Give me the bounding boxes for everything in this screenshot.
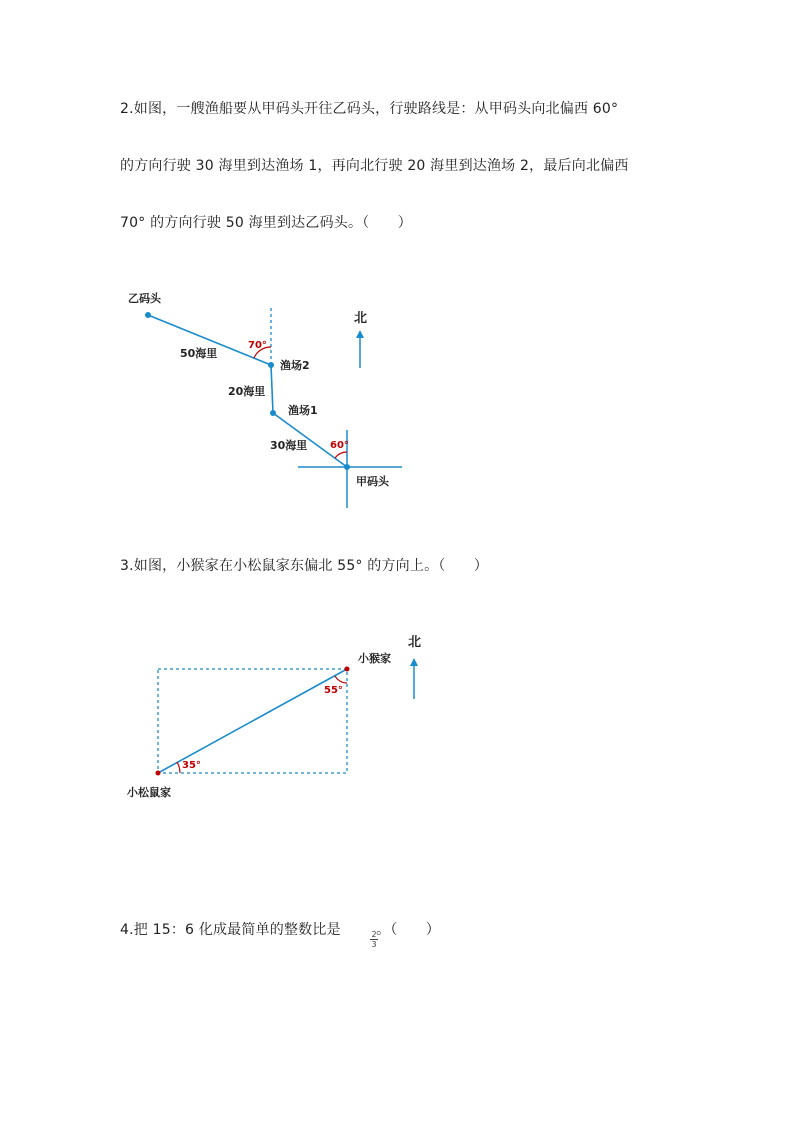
q3-label-squirrel: 小松鼠家	[127, 786, 171, 799]
q4-text-before-fraction: 4.把 15：6 化成最简单的整数比是	[120, 922, 341, 938]
q4-text-after-fraction: 。（ ）	[376, 922, 441, 938]
q2-label-fish1: 渔场1	[288, 404, 318, 417]
q2-line-2: 的方向行驶 30 海里到达渔场 1，再向北行驶 20 海里到达渔场 2，最后向北偏西	[120, 158, 629, 174]
q2-label-angle-70: 70°	[248, 340, 267, 351]
q3-north-label: 北	[408, 635, 422, 650]
q3-label-monkey: 小猴家	[358, 652, 391, 665]
q3-label-angle-35: 35°	[182, 760, 201, 771]
q2-label-50: 50海里	[180, 347, 218, 360]
q3-north-arrowhead-icon	[410, 658, 418, 666]
q2-north-label: 北	[354, 311, 368, 326]
q3-label-angle-55: 55°	[324, 685, 343, 696]
q2-label-yi: 乙码头	[128, 292, 161, 305]
q3-point-squirrel	[156, 771, 161, 776]
q2-line-1: 2.如图，一艘渔船要从甲码头开往乙码头，行驶路线是：从甲码头向北偏西 60°	[120, 101, 619, 117]
q3-angle-55-arc	[335, 676, 347, 683]
q4-fraction-denominator: 3	[371, 940, 377, 949]
q2-label-fish2: 渔场2	[280, 359, 310, 372]
q2-label-20: 20海里	[228, 385, 266, 398]
q3-angle-35-arc	[177, 762, 180, 773]
q4-fraction	[369, 930, 379, 949]
q3-point-monkey	[345, 667, 350, 672]
q3-diagonal-line	[158, 669, 347, 773]
q4-line-1	[120, 919, 440, 939]
q2-line-3: 70° 的方向行驶 50 海里到达乙码头。（ ）	[120, 215, 412, 231]
q3-line-1: 3.如图，小猴家在小松鼠家东偏北 55° 的方向上。（ ）	[120, 558, 489, 574]
q4-fraction-numerator: 2	[371, 930, 377, 939]
q2-label-angle-60: 60°	[330, 440, 349, 451]
q2-label-30: 30海里	[270, 439, 308, 452]
q2-label-jia: 甲码头	[356, 475, 389, 488]
